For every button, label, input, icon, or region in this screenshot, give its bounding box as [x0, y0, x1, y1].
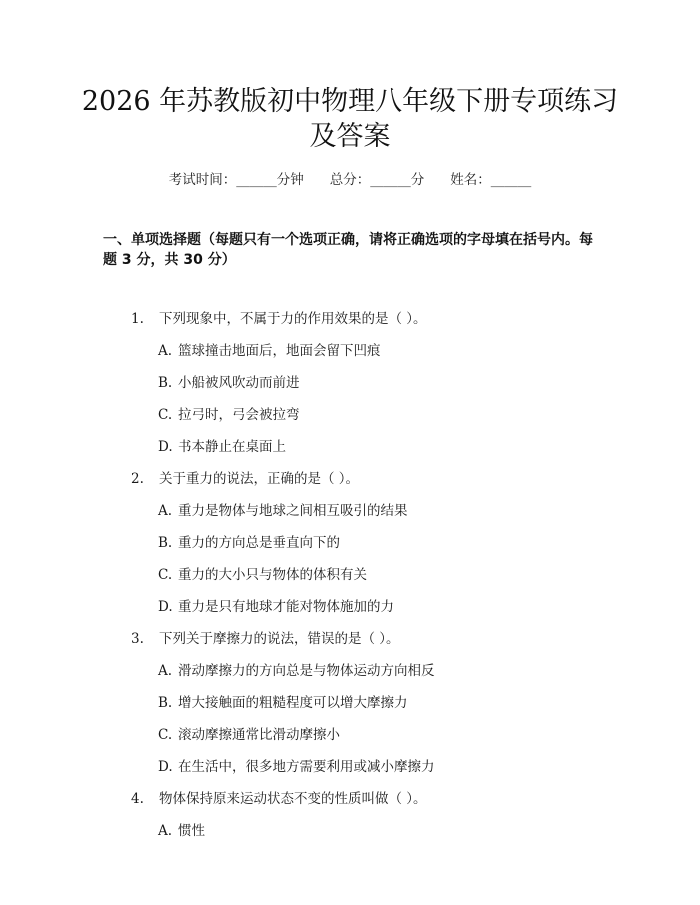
option-letter: B.	[158, 695, 173, 711]
option-text: 在生活中，很多地方需要利用或减小摩擦力	[178, 759, 435, 775]
option-text: 重力是物体与地球之间相互吸引的结果	[178, 503, 408, 519]
option-letter: C.	[158, 727, 173, 743]
question-number: 1.	[131, 311, 144, 327]
option-text: 重力是只有地球才能对物体施加的力	[178, 599, 394, 615]
option-1a	[158, 341, 381, 361]
option-letter: B.	[158, 535, 173, 551]
option-2d	[158, 597, 394, 617]
option-letter: D.	[158, 439, 173, 455]
question-number: 2.	[131, 471, 144, 487]
option-letter: A.	[158, 663, 173, 679]
exam-time-field: 考试时间：______分钟	[168, 172, 304, 188]
option-3a	[158, 661, 435, 681]
option-1b	[158, 373, 300, 393]
document-title-line2: 及答案	[309, 121, 391, 152]
option-letter: D.	[158, 759, 173, 775]
option-letter: C.	[158, 407, 173, 423]
exam-info-row	[0, 168, 700, 188]
option-text: 增大接触面的粗糙程度可以增大摩擦力	[178, 695, 408, 711]
question-3	[131, 629, 400, 649]
option-text: 小船被风吹动而前进	[178, 375, 300, 391]
option-text: 重力的大小只与物体的体积有关	[178, 567, 367, 583]
option-letter: A.	[158, 823, 173, 839]
question-text: 物体保持原来运动状态不变的性质叫做（ ）。	[159, 791, 427, 807]
option-2b	[158, 533, 340, 553]
option-4a	[158, 821, 205, 841]
option-text: 篮球撞击地面后，地面会留下凹痕	[178, 343, 381, 359]
student-name-field: 姓名：______	[450, 172, 532, 188]
section-heading-line2: 题 3 分，共 30 分）	[103, 252, 236, 268]
option-letter: A.	[158, 343, 173, 359]
question-number: 3.	[131, 631, 144, 647]
question-text: 下列关于摩擦力的说法，错误的是（ ）。	[159, 631, 400, 647]
total-score-field: 总分：______分	[329, 172, 425, 188]
option-3b	[158, 693, 408, 713]
option-letter: D.	[158, 599, 173, 615]
option-1d	[158, 437, 286, 457]
option-text: 滚动摩擦通常比滑动摩擦小	[178, 727, 340, 743]
question-1	[131, 309, 427, 329]
question-4	[131, 789, 427, 809]
option-text: 滑动摩擦力的方向总是与物体运动方向相反	[178, 663, 435, 679]
option-text: 书本静止在桌面上	[178, 439, 286, 455]
option-3d	[158, 757, 435, 777]
section-heading-line1: 一、单项选择题（每题只有一个选项正确，请将正确选项的字母填在括号内。每	[103, 232, 593, 248]
option-text: 重力的方向总是垂直向下的	[178, 535, 340, 551]
document-title-line1: 2026 年苏教版初中物理八年级下册专项练习	[81, 86, 619, 117]
option-2c	[158, 565, 367, 585]
question-text: 关于重力的说法，正确的是（ ）。	[159, 471, 360, 487]
option-2a	[158, 501, 408, 521]
option-letter: B.	[158, 375, 173, 391]
option-letter: C.	[158, 567, 173, 583]
question-text: 下列现象中，不属于力的作用效果的是（ ）。	[159, 311, 427, 327]
question-2	[131, 469, 359, 489]
option-letter: A.	[158, 503, 173, 519]
option-1c	[158, 405, 300, 425]
option-text: 拉弓时，弓会被拉弯	[178, 407, 300, 423]
option-text: 惯性	[178, 823, 205, 839]
question-number: 4.	[131, 791, 144, 807]
option-3c	[158, 725, 340, 745]
